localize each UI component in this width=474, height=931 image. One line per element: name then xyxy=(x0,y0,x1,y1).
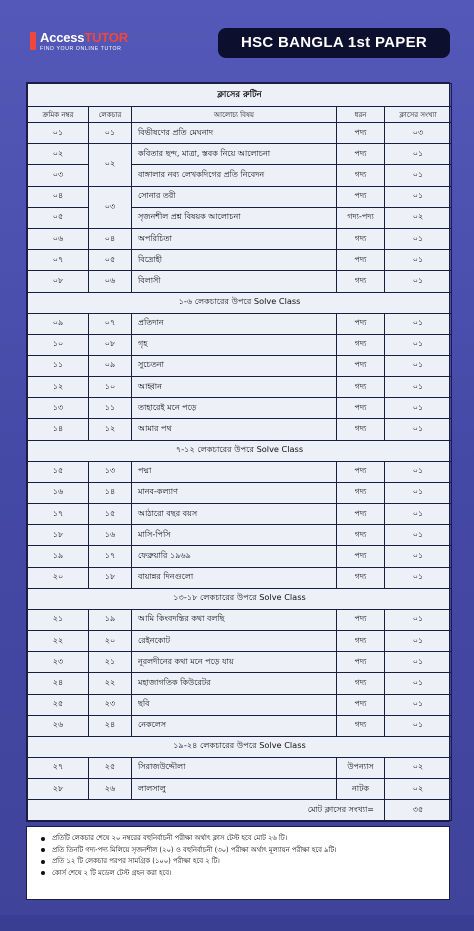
type-cell: গদ্য xyxy=(337,419,385,440)
class-count-cell: ০১ xyxy=(385,419,452,440)
table-row xyxy=(28,144,452,165)
type-cell: গদ্য xyxy=(337,165,385,186)
class-count-cell: ০১ xyxy=(385,525,452,546)
page-title: HSC BANGLA 1st PAPER xyxy=(218,28,450,58)
class-count-cell: ০১ xyxy=(385,186,452,207)
type-cell: পদ্য xyxy=(337,461,385,482)
lecture-cell: ১১ xyxy=(89,398,132,419)
serial-cell: ০৪ xyxy=(28,186,89,207)
lecture-cell: ১৭ xyxy=(89,546,132,567)
class-count-cell: ০১ xyxy=(385,250,452,271)
type-cell: পদ্য xyxy=(337,313,385,334)
table-row xyxy=(28,186,452,207)
serial-cell: ২৭ xyxy=(28,757,89,778)
serial-cell: ২২ xyxy=(28,630,89,651)
class-count-cell: ০১ xyxy=(385,630,452,651)
topic-cell: পদ্মা xyxy=(132,461,337,482)
topic-cell: আহ্বান xyxy=(132,377,337,398)
lecture-cell: ০৭ xyxy=(89,313,132,334)
lecture-cell: ২৩ xyxy=(89,694,132,715)
type-cell: গদ্য xyxy=(337,482,385,503)
topic-cell: সিরাজউদ্দৌলা xyxy=(132,757,337,778)
class-count-cell: ০১ xyxy=(385,228,452,249)
type-cell: পদ্য xyxy=(337,652,385,673)
class-count-cell: ০১ xyxy=(385,377,452,398)
lecture-cell: ০২ xyxy=(89,144,132,186)
brand-tagline: FIND YOUR ONLINE TUTOR xyxy=(40,46,122,52)
topic-cell: ছবি xyxy=(132,694,337,715)
topic-cell: সোনার তরী xyxy=(132,186,337,207)
header xyxy=(0,0,474,80)
topic-cell: গৃহ xyxy=(132,334,337,355)
class-count-cell: ০১ xyxy=(385,355,452,376)
table-row xyxy=(28,355,452,376)
routine-table-container xyxy=(26,82,450,822)
lecture-cell: ০৪ xyxy=(89,228,132,249)
solve-class-label: ১-৬ লেকচারের উপরে Solve Class xyxy=(28,292,452,313)
topic-cell: বিভীষণের প্রতি মেঘনাদ xyxy=(132,123,337,144)
serial-cell: ১৩ xyxy=(28,398,89,419)
class-count-cell: ০১ xyxy=(385,546,452,567)
bottom-strip xyxy=(0,915,474,931)
lecture-cell: ১৮ xyxy=(89,567,132,588)
total-value: ৩৫ xyxy=(385,800,452,821)
solve-class-label: ১৯-২৪ লেকচারের উপরে Solve Class xyxy=(28,736,452,757)
header-lecture: লেকচার xyxy=(89,107,132,123)
serial-cell: ২৩ xyxy=(28,652,89,673)
solve-class-row xyxy=(28,440,452,461)
table-row xyxy=(28,504,452,525)
table-row xyxy=(28,271,452,292)
type-cell: পদ্য xyxy=(337,355,385,376)
class-count-cell: ০১ xyxy=(385,652,452,673)
topic-cell: মানব-কল্যাণ xyxy=(132,482,337,503)
table-row xyxy=(28,715,452,736)
lecture-cell: ২০ xyxy=(89,630,132,651)
lecture-cell: ১৯ xyxy=(89,609,132,630)
type-cell: পদ্য xyxy=(337,186,385,207)
type-cell: গদ্য xyxy=(337,377,385,398)
solve-class-label: ১৩-১৮ লেকচারের উপরে Solve Class xyxy=(28,588,452,609)
header-serial: ক্রমিক নম্বর xyxy=(28,107,89,123)
type-cell: গদ্য-পদ্য xyxy=(337,207,385,228)
serial-cell: ১৫ xyxy=(28,461,89,482)
note-item: কোর্স শেষে ২ টি মডেল টেস্ট গ্রহন করা হবে। xyxy=(41,868,439,880)
class-count-cell: ০১ xyxy=(385,144,452,165)
serial-cell: ০৭ xyxy=(28,250,89,271)
topic-cell: প্রতিদান xyxy=(132,313,337,334)
note-item: প্রতি ১২ টি লেকচার পরপর সামগ্রিক (১০০) পরীক্ষা হবে ২ টি। xyxy=(41,856,439,868)
topic-cell: বায়ান্নর দিনগুলো xyxy=(132,567,337,588)
note-item: প্রতি তিনটি গদ্য-পদ্য মিলিয়ে সৃজনশীল (২০) ও বহুনির্বাচনী (৩০) পরীক্ষা অর্থাৎ মূল্যায়ন পরীক্ষা হবে ৯টি। xyxy=(41,845,439,857)
table-row xyxy=(28,609,452,630)
class-count-cell: ০১ xyxy=(385,334,452,355)
class-count-cell: ০১ xyxy=(385,715,452,736)
serial-cell: ১৭ xyxy=(28,504,89,525)
serial-cell: ০৩ xyxy=(28,165,89,186)
type-cell: গদ্য xyxy=(337,630,385,651)
topic-cell: লালসালু xyxy=(132,779,337,800)
table-row xyxy=(28,334,452,355)
lecture-cell: ০১ xyxy=(89,123,132,144)
type-cell: পদ্য xyxy=(337,144,385,165)
type-cell: পদ্য xyxy=(337,250,385,271)
topic-cell: বিদ্রোহী xyxy=(132,250,337,271)
topic-cell: আমি কিংবদন্তির কথা বলছি xyxy=(132,609,337,630)
serial-cell: ১৯ xyxy=(28,546,89,567)
topic-cell: নেকলেস xyxy=(132,715,337,736)
topic-cell: বাঙ্গালার নব্য লেখকদিগের প্রতি নিবেদন xyxy=(132,165,337,186)
table-row xyxy=(28,482,452,503)
lecture-cell: ২১ xyxy=(89,652,132,673)
table-row xyxy=(28,779,452,800)
serial-cell: ২৪ xyxy=(28,673,89,694)
routine-title: ক্লাসের রুটিন xyxy=(28,84,452,107)
table-row xyxy=(28,757,452,778)
lecture-cell: ১৩ xyxy=(89,461,132,482)
class-count-cell: ০৩ xyxy=(385,123,452,144)
serial-cell: ২৬ xyxy=(28,715,89,736)
class-count-cell: ০১ xyxy=(385,504,452,525)
class-count-cell: ০১ xyxy=(385,313,452,334)
lecture-cell: ১৬ xyxy=(89,525,132,546)
type-cell: গদ্য xyxy=(337,271,385,292)
type-cell: গদ্য xyxy=(337,715,385,736)
table-row xyxy=(28,123,452,144)
table-row xyxy=(28,694,452,715)
solve-class-label: ৭-১২ লেকচারের উপরে Solve Class xyxy=(28,440,452,461)
type-cell: পদ্য xyxy=(337,398,385,419)
table-row xyxy=(28,673,452,694)
serial-cell: ১১ xyxy=(28,355,89,376)
lecture-cell: ০৩ xyxy=(89,186,132,228)
header-topic: আলোচ্য বিষয় xyxy=(132,107,337,123)
solve-class-row xyxy=(28,736,452,757)
topic-cell: আঠারো বছর বয়স xyxy=(132,504,337,525)
table-row xyxy=(28,630,452,651)
lecture-cell: ২৪ xyxy=(89,715,132,736)
lecture-cell: ০৯ xyxy=(89,355,132,376)
class-count-cell: ০২ xyxy=(385,779,452,800)
topic-cell: রেইনকোট xyxy=(132,630,337,651)
header-type: ধরন xyxy=(337,107,385,123)
serial-cell: ২০ xyxy=(28,567,89,588)
lecture-cell: ০৮ xyxy=(89,334,132,355)
table-row xyxy=(28,525,452,546)
solve-class-row xyxy=(28,292,452,313)
lecture-cell: ২৬ xyxy=(89,779,132,800)
class-count-cell: ০১ xyxy=(385,461,452,482)
lecture-cell: ০৬ xyxy=(89,271,132,292)
topic-cell: নূরলদীনের কথা মনে পড়ে যায় xyxy=(132,652,337,673)
type-cell: গদ্য xyxy=(337,334,385,355)
serial-cell: ২১ xyxy=(28,609,89,630)
type-cell: গদ্য xyxy=(337,228,385,249)
serial-cell: ০২ xyxy=(28,144,89,165)
topic-cell: আমার পথ xyxy=(132,419,337,440)
type-cell: গদ্য xyxy=(337,567,385,588)
serial-cell: ১২ xyxy=(28,377,89,398)
table-row xyxy=(28,228,452,249)
serial-cell: ১৬ xyxy=(28,482,89,503)
note-item: প্রতিটি লেকচার শেষে ২০ নম্বরের বহুনির্বাচনী পরীক্ষা অর্থাৎ ক্লাস টেস্ট হবে মোট ২৬ টি। xyxy=(41,833,439,845)
total-label: মোট ক্লাসের সংখ্যা= xyxy=(28,800,385,821)
table-row xyxy=(28,419,452,440)
type-cell: নাটক xyxy=(337,779,385,800)
lecture-cell: ১০ xyxy=(89,377,132,398)
class-count-cell: ০১ xyxy=(385,567,452,588)
notes-list xyxy=(41,833,439,879)
header-row xyxy=(28,107,452,123)
table-row xyxy=(28,652,452,673)
lecture-cell: ১৪ xyxy=(89,482,132,503)
type-cell: পদ্য xyxy=(337,609,385,630)
lecture-cell: ০৫ xyxy=(89,250,132,271)
solve-class-row xyxy=(28,588,452,609)
type-cell: পদ্য xyxy=(337,694,385,715)
class-count-cell: ০২ xyxy=(385,757,452,778)
serial-cell: ০৬ xyxy=(28,228,89,249)
type-cell: গদ্য xyxy=(337,673,385,694)
serial-cell: ১৮ xyxy=(28,525,89,546)
table-row xyxy=(28,567,452,588)
topic-cell: মহাজাগতিক কিউরেটর xyxy=(132,673,337,694)
table-row xyxy=(28,377,452,398)
total-row xyxy=(28,800,452,821)
class-count-cell: ০২ xyxy=(385,207,452,228)
type-cell: পদ্য xyxy=(337,123,385,144)
class-count-cell: ০১ xyxy=(385,673,452,694)
table-row xyxy=(28,250,452,271)
table-row xyxy=(28,546,452,567)
type-cell: গদ্য xyxy=(337,525,385,546)
serial-cell: ০৯ xyxy=(28,313,89,334)
lecture-cell: ২২ xyxy=(89,673,132,694)
topic-cell: বিলাসী xyxy=(132,271,337,292)
topic-cell: মাসি-পিসি xyxy=(132,525,337,546)
lecture-cell: ১৫ xyxy=(89,504,132,525)
topic-cell: তাহারেই মনে পড়ে xyxy=(132,398,337,419)
serial-cell: ১৪ xyxy=(28,419,89,440)
topic-cell: কবিতার ছন্দ, মাত্রা, স্তবক নিয়ে আলোচনা xyxy=(132,144,337,165)
routine-table xyxy=(27,83,452,821)
class-count-cell: ০১ xyxy=(385,482,452,503)
logo-mark-icon xyxy=(30,32,36,50)
class-count-cell: ০১ xyxy=(385,398,452,419)
table-row xyxy=(28,461,452,482)
topic-cell: অপরিচিতা xyxy=(132,228,337,249)
table-row xyxy=(28,398,452,419)
serial-cell: ০৮ xyxy=(28,271,89,292)
table-row xyxy=(28,313,452,334)
type-cell: উপন্যাস xyxy=(337,757,385,778)
type-cell: পদ্য xyxy=(337,504,385,525)
lecture-cell: ২৫ xyxy=(89,757,132,778)
class-count-cell: ০১ xyxy=(385,165,452,186)
serial-cell: ২৮ xyxy=(28,779,89,800)
topic-cell: ফেব্রুয়ারি ১৯৬৯ xyxy=(132,546,337,567)
brand-title: AccessTUTOR xyxy=(40,30,128,45)
topic-cell: সুচেতনা xyxy=(132,355,337,376)
class-count-cell: ০১ xyxy=(385,694,452,715)
class-count-cell: ০১ xyxy=(385,609,452,630)
serial-cell: ০১ xyxy=(28,123,89,144)
topic-cell: সৃজনশীল প্রশ্ন বিষয়ক আলোচনা xyxy=(132,207,337,228)
lecture-cell: ১২ xyxy=(89,419,132,440)
class-count-cell: ০১ xyxy=(385,271,452,292)
serial-cell: ০৫ xyxy=(28,207,89,228)
header-class-count: ক্লাসের সংখ্যা xyxy=(385,107,452,123)
notes-box xyxy=(26,826,450,900)
serial-cell: ২৫ xyxy=(28,694,89,715)
type-cell: পদ্য xyxy=(337,546,385,567)
serial-cell: ১০ xyxy=(28,334,89,355)
